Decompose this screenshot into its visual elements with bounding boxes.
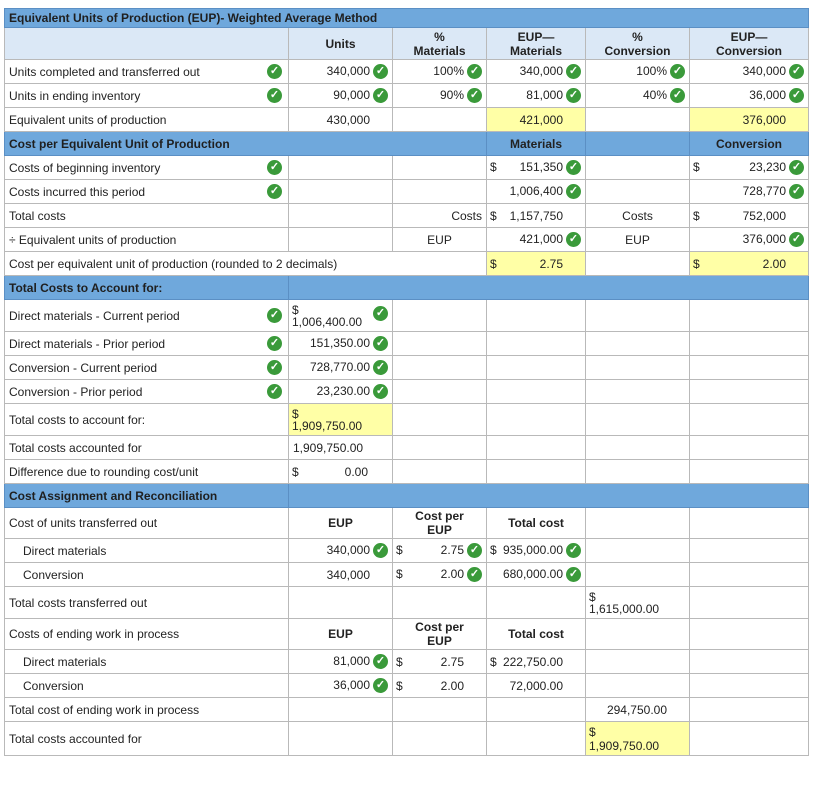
check-icon: ✓ — [789, 64, 804, 79]
check-icon: ✓ — [566, 88, 581, 103]
ending-dm-eup-input[interactable]: 81,000 ✓ — [289, 650, 393, 674]
ending-units-input[interactable]: 90,000 ✓ — [289, 84, 393, 108]
costs-tag: Costs — [393, 204, 487, 228]
empty-cell — [690, 563, 809, 587]
empty-cell — [487, 722, 586, 756]
empty-cell — [690, 436, 809, 460]
total-costs-conversion: $ 752,000 — [690, 204, 809, 228]
divide-conversion-input[interactable]: 376,000 ✓ — [690, 228, 809, 252]
check-icon: ✓ — [373, 306, 388, 321]
header-blank — [5, 28, 289, 60]
equivalent-pct-materials-empty — [393, 108, 487, 132]
check-icon: ✓ — [373, 64, 388, 79]
empty-cell — [487, 380, 586, 404]
empty-cell — [586, 539, 690, 563]
check-icon: ✓ — [789, 184, 804, 199]
empty-cell — [690, 404, 809, 436]
check-icon: ✓ — [373, 678, 388, 693]
header-eup-materials: EUP— Materials — [487, 28, 586, 60]
check-icon: ✓ — [670, 88, 685, 103]
row-label-accounted: Total costs accounted for — [5, 436, 289, 460]
check-icon: ✓ — [566, 160, 581, 175]
ending-eup-materials-input[interactable]: 81,000 ✓ — [487, 84, 586, 108]
ending-eup-conversion-input[interactable]: 36,000 ✓ — [690, 84, 809, 108]
row-label-difference: Difference due to rounding cost/unit — [5, 460, 289, 484]
completed-pct-materials-input[interactable]: 100% ✓ — [393, 60, 487, 84]
row-label-ending-wip: Costs of ending work in process — [5, 619, 289, 650]
check-icon: ✓ — [267, 384, 282, 399]
ending-conv-cpu: $ 2.00 — [393, 674, 487, 698]
check-icon: ✓ — [373, 384, 388, 399]
transferred-dm-eup-input[interactable]: 340,000 ✓ — [289, 539, 393, 563]
completed-eup-materials-input[interactable]: 340,000 ✓ — [487, 60, 586, 84]
row-label-conv-current: Conversion - Current period ✓ — [5, 356, 289, 380]
row-label-beginning: Costs of beginning inventory ✓ — [5, 156, 289, 180]
empty-cell — [393, 180, 487, 204]
accounted-value: 1,909,750.00 — [289, 436, 393, 460]
section-cost-assignment: Cost Assignment and Reconciliation — [5, 484, 289, 508]
ending-pct-materials-input[interactable]: 90% ✓ — [393, 84, 487, 108]
check-icon: ✓ — [566, 543, 581, 558]
empty-cell — [586, 650, 690, 674]
completed-units-input[interactable]: 340,000 ✓ — [289, 60, 393, 84]
eup-table — [4, 8, 809, 756]
row-label-ending-total: Total cost of ending work in process — [5, 698, 289, 722]
transferred-conv-total-input[interactable]: 680,000.00 ✓ — [487, 563, 586, 587]
ending-conv-total: 72,000.00 — [487, 674, 586, 698]
check-icon: ✓ — [267, 88, 282, 103]
check-icon: ✓ — [267, 184, 282, 199]
divide-materials-input[interactable]: 421,000 ✓ — [487, 228, 586, 252]
empty-cell — [586, 508, 690, 539]
empty-cell — [586, 300, 690, 332]
grand-total-value: $ 1,909,750.00 — [586, 722, 690, 756]
per-unit-materials: $ 2.75 — [487, 252, 586, 276]
empty-cell — [487, 300, 586, 332]
row-label-divide: ÷ Equivalent units of production — [5, 228, 289, 252]
check-icon: ✓ — [267, 64, 282, 79]
empty-cell — [289, 587, 393, 619]
row-label-conv-prior: Conversion - Prior period ✓ — [5, 380, 289, 404]
empty-cell — [487, 587, 586, 619]
page-title: Equivalent Units of Production (EUP)- Weighted Average Method — [5, 9, 809, 28]
completed-pct-conversion-input[interactable]: 100% ✓ — [586, 60, 690, 84]
section-blank — [289, 484, 809, 508]
row-label-grand-total: Total costs accounted for — [5, 722, 289, 756]
beginning-conversion-input[interactable]: $ 23,230 ✓ — [690, 156, 809, 180]
empty-cell — [393, 356, 487, 380]
check-icon: ✓ — [789, 88, 804, 103]
empty-cell — [690, 356, 809, 380]
ending-total-value: 294,750.00 — [586, 698, 690, 722]
check-icon: ✓ — [267, 336, 282, 351]
empty-cell — [690, 300, 809, 332]
empty-cell — [586, 460, 690, 484]
total-costs-materials: $ 1,157,750 — [487, 204, 586, 228]
difference-value: $ 0.00 — [289, 460, 393, 484]
check-icon: ✓ — [566, 64, 581, 79]
empty-cell — [586, 404, 690, 436]
ending-dm-label: Direct materials — [5, 650, 289, 674]
empty-cell — [393, 380, 487, 404]
equivalent-pct-conversion-empty — [586, 108, 690, 132]
empty-cell — [487, 332, 586, 356]
check-icon: ✓ — [566, 567, 581, 582]
empty-cell — [289, 180, 393, 204]
equivalent-eup-materials-value: 421,000 — [487, 108, 586, 132]
check-icon: ✓ — [789, 160, 804, 175]
header-pct-conversion: % Conversion — [586, 28, 690, 60]
empty-cell — [586, 436, 690, 460]
transferred-dm-total-input[interactable]: $ 935,000.00 ✓ — [487, 539, 586, 563]
transferred-eup-head: EUP — [289, 508, 393, 539]
empty-cell — [393, 436, 487, 460]
equivalent-eup-conversion-value: 376,000 — [690, 108, 809, 132]
row-label-transferred: Cost of units transferred out — [5, 508, 289, 539]
empty-cell — [690, 587, 809, 619]
empty-cell — [487, 460, 586, 484]
check-icon: ✓ — [373, 360, 388, 375]
check-icon: ✓ — [789, 232, 804, 247]
check-icon: ✓ — [467, 543, 482, 558]
row-label-per-unit: Cost per equivalent unit of production (rounded to 2 decimals) — [5, 252, 487, 276]
row-label-transferred-total: Total costs transferred out — [5, 587, 289, 619]
transferred-total-value: $ 1,615,000.00 — [586, 587, 690, 619]
empty-cell — [690, 332, 809, 356]
empty-cell — [393, 332, 487, 356]
empty-cell — [289, 156, 393, 180]
eup-worksheet — [4, 8, 808, 756]
ending-eup-head: EUP — [289, 619, 393, 650]
check-icon: ✓ — [670, 64, 685, 79]
transferred-total-head: Total cost — [487, 508, 586, 539]
header-pct-materials: % Materials — [393, 28, 487, 60]
check-icon: ✓ — [373, 336, 388, 351]
empty-cell — [393, 300, 487, 332]
row-label-total-to-account: Total costs to account for: — [5, 404, 289, 436]
ending-dm-total: $ 222,750.00 — [487, 650, 586, 674]
empty-cell — [586, 252, 690, 276]
empty-cell — [487, 404, 586, 436]
row-label-equivalent: Equivalent units of production — [5, 108, 289, 132]
conv-current-input[interactable]: 728,770.00 ✓ — [289, 356, 393, 380]
header-units: Units — [289, 28, 393, 60]
transferred-conv-cpu-input[interactable]: $ 2.00 ✓ — [393, 563, 487, 587]
empty-cell — [690, 674, 809, 698]
row-label-incurred: Costs incurred this period ✓ — [5, 180, 289, 204]
empty-cell — [586, 356, 690, 380]
costs-tag-conversion: Costs — [586, 204, 690, 228]
check-icon: ✓ — [373, 88, 388, 103]
empty-cell — [393, 460, 487, 484]
empty-cell — [393, 404, 487, 436]
check-icon: ✓ — [566, 232, 581, 247]
section-total-costs: Total Costs to Account for: — [5, 276, 289, 300]
equivalent-units-value: 430,000 — [289, 108, 393, 132]
conversion-heading: Conversion — [690, 132, 809, 156]
empty-cell — [586, 563, 690, 587]
empty-cell — [586, 674, 690, 698]
section-blank — [289, 276, 809, 300]
check-icon: ✓ — [373, 654, 388, 669]
check-icon: ✓ — [267, 160, 282, 175]
dm-current-input[interactable]: $ 1,006,400.00 ✓ — [289, 300, 393, 332]
empty-cell — [487, 698, 586, 722]
check-icon: ✓ — [467, 64, 482, 79]
empty-cell — [586, 332, 690, 356]
ending-total-head: Total cost — [487, 619, 586, 650]
incurred-conversion-input[interactable]: 728,770 ✓ — [690, 180, 809, 204]
empty-cell — [289, 204, 393, 228]
empty-cell — [690, 650, 809, 674]
check-icon: ✓ — [467, 88, 482, 103]
per-unit-conversion: $ 2.00 — [690, 252, 809, 276]
check-icon: ✓ — [373, 543, 388, 558]
section-cost-per-eup: Cost per Equivalent Unit of Production — [5, 132, 487, 156]
row-label-completed: Units completed and transferred out ✓ — [5, 60, 289, 84]
empty-cell — [289, 722, 393, 756]
beginning-materials-input[interactable]: $ 151,350 ✓ — [487, 156, 586, 180]
row-label-total-costs: Total costs — [5, 204, 289, 228]
eup-tag-conversion: EUP — [586, 228, 690, 252]
transferred-dm-cpu-input[interactable]: $ 2.75 ✓ — [393, 539, 487, 563]
ending-conv-eup-input[interactable]: 36,000 ✓ — [289, 674, 393, 698]
section-blank — [586, 132, 690, 156]
ending-dm-cpu: $ 2.75 — [393, 650, 487, 674]
empty-cell — [690, 460, 809, 484]
empty-cell — [487, 436, 586, 460]
eup-tag: EUP — [393, 228, 487, 252]
empty-cell — [393, 587, 487, 619]
header-eup-conversion: EUP— Conversion — [690, 28, 809, 60]
empty-cell — [393, 722, 487, 756]
empty-cell — [487, 356, 586, 380]
check-icon: ✓ — [467, 567, 482, 582]
row-label-dm-prior: Direct materials - Prior period ✓ — [5, 332, 289, 356]
ending-pct-conversion-input[interactable]: 40% ✓ — [586, 84, 690, 108]
ending-conv-label: Conversion — [5, 674, 289, 698]
check-icon: ✓ — [267, 360, 282, 375]
check-icon: ✓ — [566, 184, 581, 199]
dm-prior-input[interactable]: 151,350.00 ✓ — [289, 332, 393, 356]
empty-cell — [586, 619, 690, 650]
empty-cell — [586, 380, 690, 404]
empty-cell — [690, 619, 809, 650]
empty-cell — [289, 698, 393, 722]
empty-cell — [690, 380, 809, 404]
empty-cell — [586, 156, 690, 180]
empty-cell — [690, 508, 809, 539]
transferred-dm-label: Direct materials — [5, 539, 289, 563]
ending-cost-per-head: Cost per EUP — [393, 619, 487, 650]
check-icon: ✓ — [267, 308, 282, 323]
transferred-conv-label: Conversion — [5, 563, 289, 587]
conv-prior-input[interactable]: 23,230.00 ✓ — [289, 380, 393, 404]
completed-eup-conversion-input[interactable]: 340,000 ✓ — [690, 60, 809, 84]
empty-cell — [690, 722, 809, 756]
transferred-cost-per-head: Cost per EUP — [393, 508, 487, 539]
row-label-ending: Units in ending inventory ✓ — [5, 84, 289, 108]
empty-cell — [690, 698, 809, 722]
total-to-account-value: $ 1,909,750.00 — [289, 404, 393, 436]
materials-heading: Materials — [487, 132, 586, 156]
incurred-materials-input[interactable]: 1,006,400 ✓ — [487, 180, 586, 204]
empty-cell — [289, 228, 393, 252]
transferred-conv-eup: 340,000 — [289, 563, 393, 587]
empty-cell — [690, 539, 809, 563]
row-label-dm-current: Direct materials - Current period ✓ — [5, 300, 289, 332]
empty-cell — [586, 180, 690, 204]
empty-cell — [393, 156, 487, 180]
empty-cell — [393, 698, 487, 722]
